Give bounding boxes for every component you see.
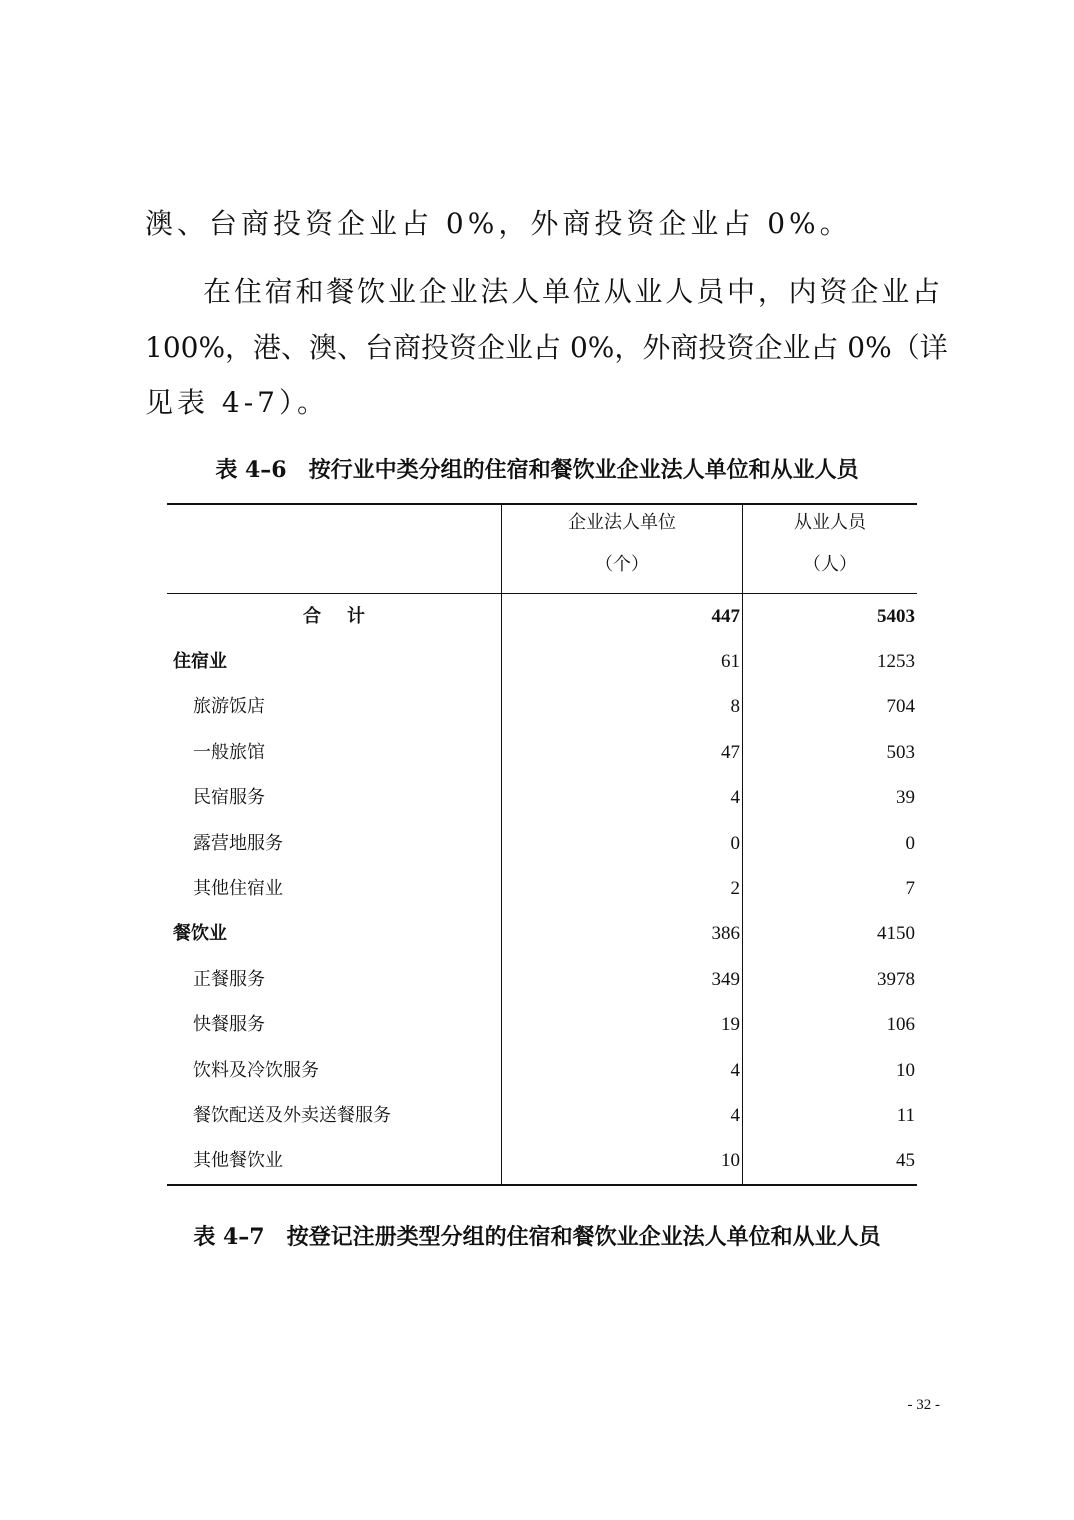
row-units-value: 4 (502, 1048, 743, 1093)
table-row-group (167, 639, 917, 684)
header-people-label: 从业人员 (794, 512, 866, 533)
table-body (167, 594, 917, 1186)
page-number: - 32 - (907, 1397, 940, 1413)
table-row (167, 685, 917, 730)
row-people-value: 1253 (743, 639, 918, 684)
row-people-value: 106 (743, 1003, 918, 1048)
row-label: 民宿服务 (193, 787, 265, 809)
row-people-value: 39 (743, 776, 918, 821)
table-4-7-caption-number: 表 4–7 (193, 1224, 265, 1250)
table-4-6-caption (0, 455, 1074, 485)
table-4-6 (167, 503, 917, 1186)
row-units-value: 4 (502, 1093, 743, 1138)
row-people-value: 45 (743, 1139, 918, 1185)
table-4-6-caption-number: 表 4–6 (215, 457, 287, 483)
table-row (167, 730, 917, 775)
header-people-unit: （人） (803, 554, 857, 575)
row-units-value: 19 (502, 1003, 743, 1048)
row-people-value: 5403 (743, 594, 918, 640)
table-4-7-caption (0, 1222, 1074, 1252)
row-label: 快餐服务 (193, 1014, 265, 1036)
table-row (167, 1003, 917, 1048)
row-units-value: 0 (502, 821, 743, 866)
row-units-value: 2 (502, 866, 743, 911)
row-people-value: 11 (743, 1093, 918, 1138)
row-people-value: 0 (743, 821, 918, 866)
row-label: 露营地服务 (193, 832, 283, 854)
row-people-value: 10 (743, 1048, 918, 1093)
row-label: 餐饮配送及外卖送餐服务 (193, 1104, 391, 1126)
row-label: 合计 (303, 605, 391, 627)
row-units-value: 61 (502, 639, 743, 684)
row-people-value: 704 (743, 685, 918, 730)
row-units-value: 8 (502, 685, 743, 730)
row-units-value: 447 (502, 594, 743, 640)
row-units-value: 10 (502, 1139, 743, 1185)
row-units-value: 4 (502, 776, 743, 821)
table-4-7-caption-title: 按登记注册类型分组的住宿和餐饮业企业法人单位和从业人员 (286, 1224, 881, 1250)
paragraph-line-4: 见表 4-7）。 (145, 386, 329, 419)
paragraph-line-2: 在住宿和餐饮业企业法人单位从业人员中，内资企业占 (203, 275, 940, 308)
row-people-value: 3978 (743, 957, 918, 1002)
row-label: 餐饮业 (173, 923, 227, 945)
row-units-value: 349 (502, 957, 743, 1002)
table-row (167, 1139, 917, 1185)
row-people-value: 7 (743, 866, 918, 911)
header-units-unit: （个） (595, 554, 649, 575)
row-label: 饮料及冷饮服务 (193, 1059, 319, 1081)
row-units-value: 47 (502, 730, 743, 775)
header-units-cell (502, 504, 743, 594)
table-4-6-caption-title: 按行业中类分组的住宿和餐饮业企业法人单位和从业人员 (308, 457, 859, 483)
row-people-value: 503 (743, 730, 918, 775)
row-label: 正餐服务 (193, 968, 265, 990)
row-label: 旅游饭店 (193, 696, 265, 718)
header-label-cell (167, 504, 502, 594)
row-label: 一般旅馆 (193, 741, 265, 763)
row-people-value: 4150 (743, 912, 918, 957)
paragraph-line-3: 100%，港、澳、台商投资企业占 0%，外商投资企业占 0%（详 (145, 331, 948, 364)
row-units-value: 386 (502, 912, 743, 957)
table-row-total (167, 594, 917, 640)
table-row (167, 866, 917, 911)
row-label: 住宿业 (173, 651, 227, 673)
paragraph-line-1: 澳、台商投资企业占 0%，外商投资企业占 0%。 (145, 207, 852, 240)
row-label: 其他住宿业 (193, 878, 283, 900)
table-row-group (167, 912, 917, 957)
table-row (167, 776, 917, 821)
table-row (167, 1048, 917, 1093)
table-row (167, 1093, 917, 1138)
row-label: 其他餐饮业 (167, 1139, 502, 1185)
header-people-cell (743, 504, 918, 594)
header-units-label: 企业法人单位 (568, 512, 676, 533)
table-row (167, 821, 917, 866)
table-row (167, 957, 917, 1002)
